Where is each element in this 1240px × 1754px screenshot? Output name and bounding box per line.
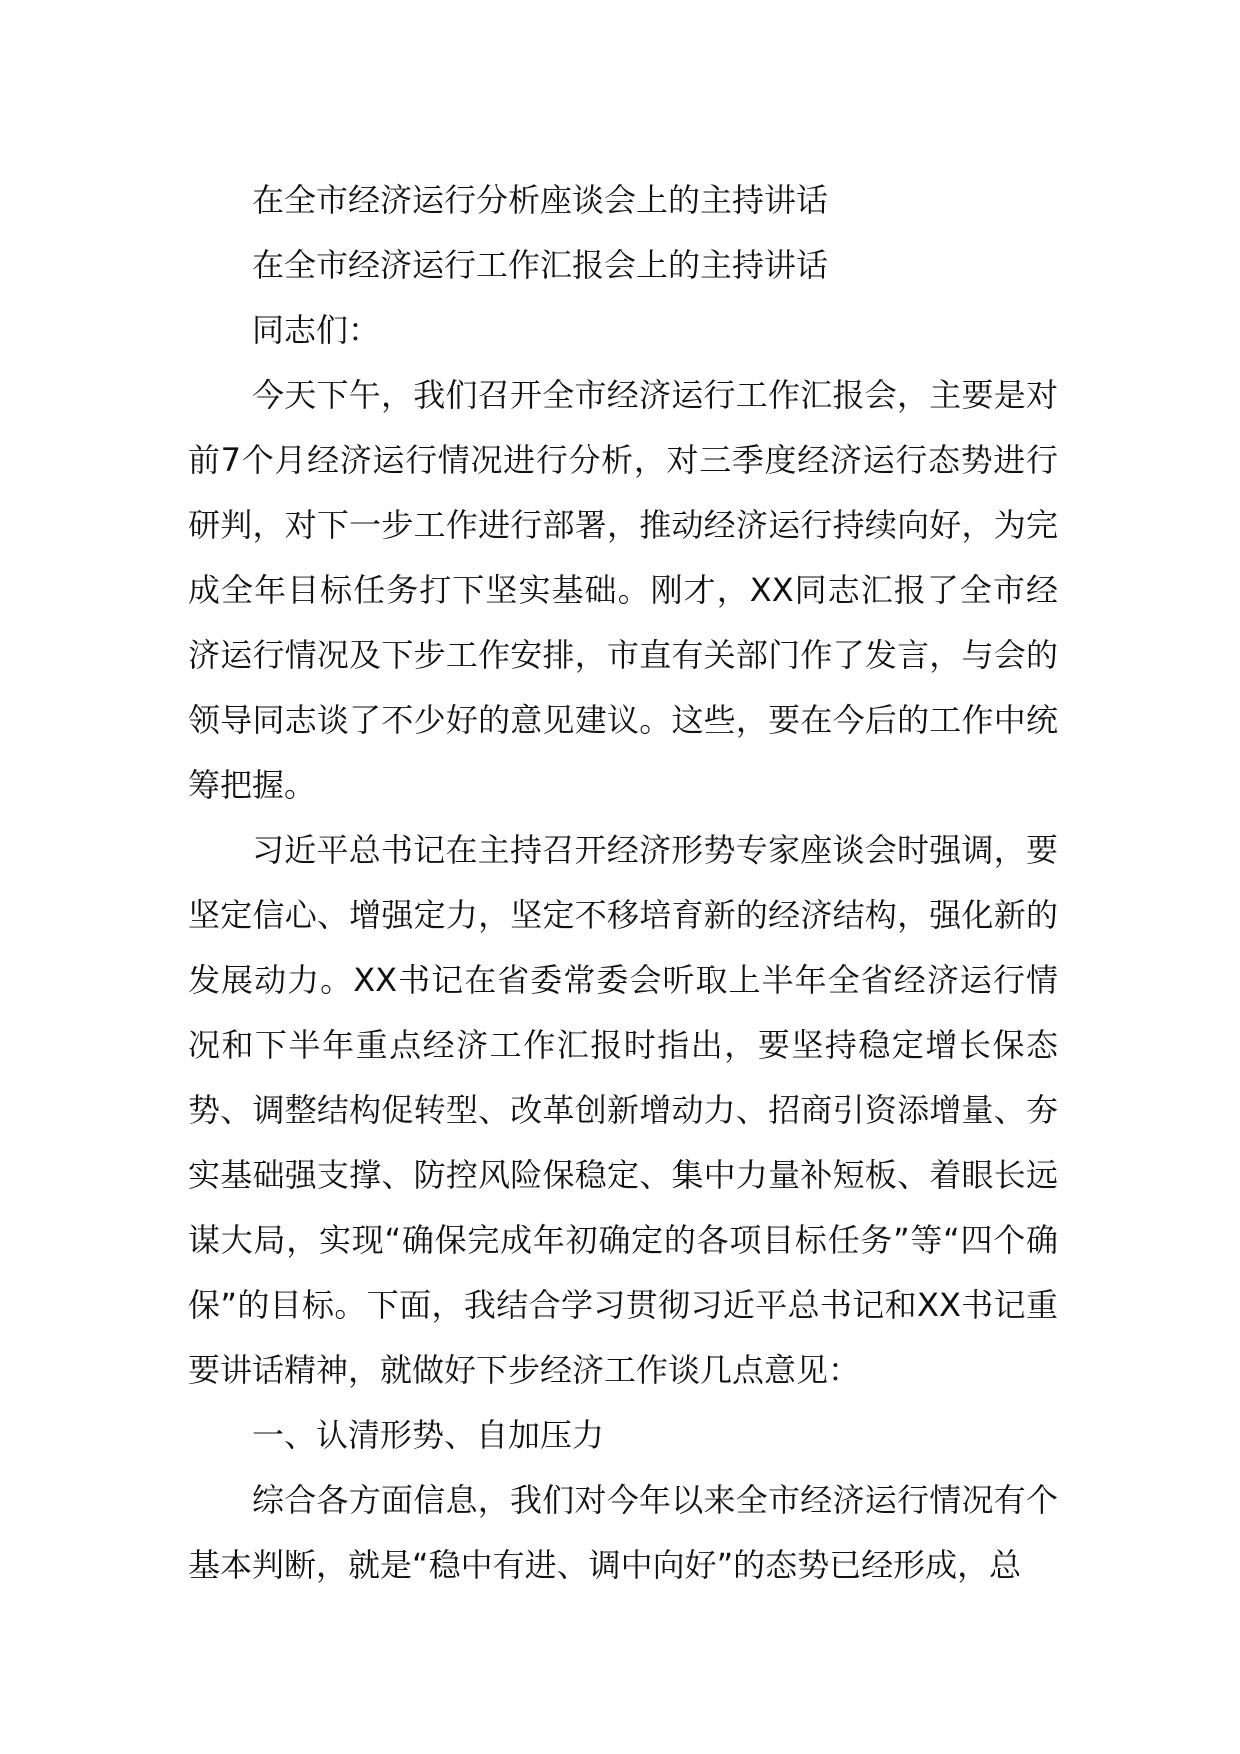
document-title-2: 在全市经济运行工作汇报会上的主持讲话 [252, 246, 829, 284]
paragraph-speech-context: 习近平总书记在主持召开经济形势专家座谈会时强调，要坚定信心、增强定力，坚定不移培育新的经济结构，强化新的发展动力。XX书记在省委常委会听取上半年全省经济运行情况和下半年重点经济工作汇报时指出，要坚持稳定增长保态势、调整结构促转型、改革创新增动力、招商引资添增量、夯实基础强支撑、防控风险保稳定、集中力量补短板、着眼长远谋大局，实现“确保完成年初确定的各项目标任务”等“四个确保”的目标。下面，我结合学习贯彻习近平总书记和XX书记重要讲话精神，就做好下步经济工作谈几点意见： [188, 831, 1058, 1389]
section-heading-1: 一、认清形势、自加压力 [252, 1416, 605, 1454]
paragraph-assessment: 综合各方面信息，我们对今年以来全市经济运行情况有个基本判断，就是“稳中有进、调中向好”的态势已经形成，总 [188, 1481, 1058, 1584]
paragraph-intro: 今天下午，我们召开全市经济运行工作汇报会，主要是对前7个月经济运行情况进行分析，对三季度经济运行态势进行研判，对下一步工作进行部署，推动经济运行持续向好，为完成全年目标任务打下坚实基础。刚才，XX同志汇报了全市经济运行情况及下步工作安排，市直有关部门作了发言，与会的领导同志谈了不少好的意见建议。这些，要在今后的工作中统筹把握。 [188, 376, 1058, 804]
document-body [188, 168, 1058, 1598]
salutation: 同志们： [252, 311, 381, 349]
document-title-1: 在全市经济运行分析座谈会上的主持讲话 [252, 181, 829, 219]
